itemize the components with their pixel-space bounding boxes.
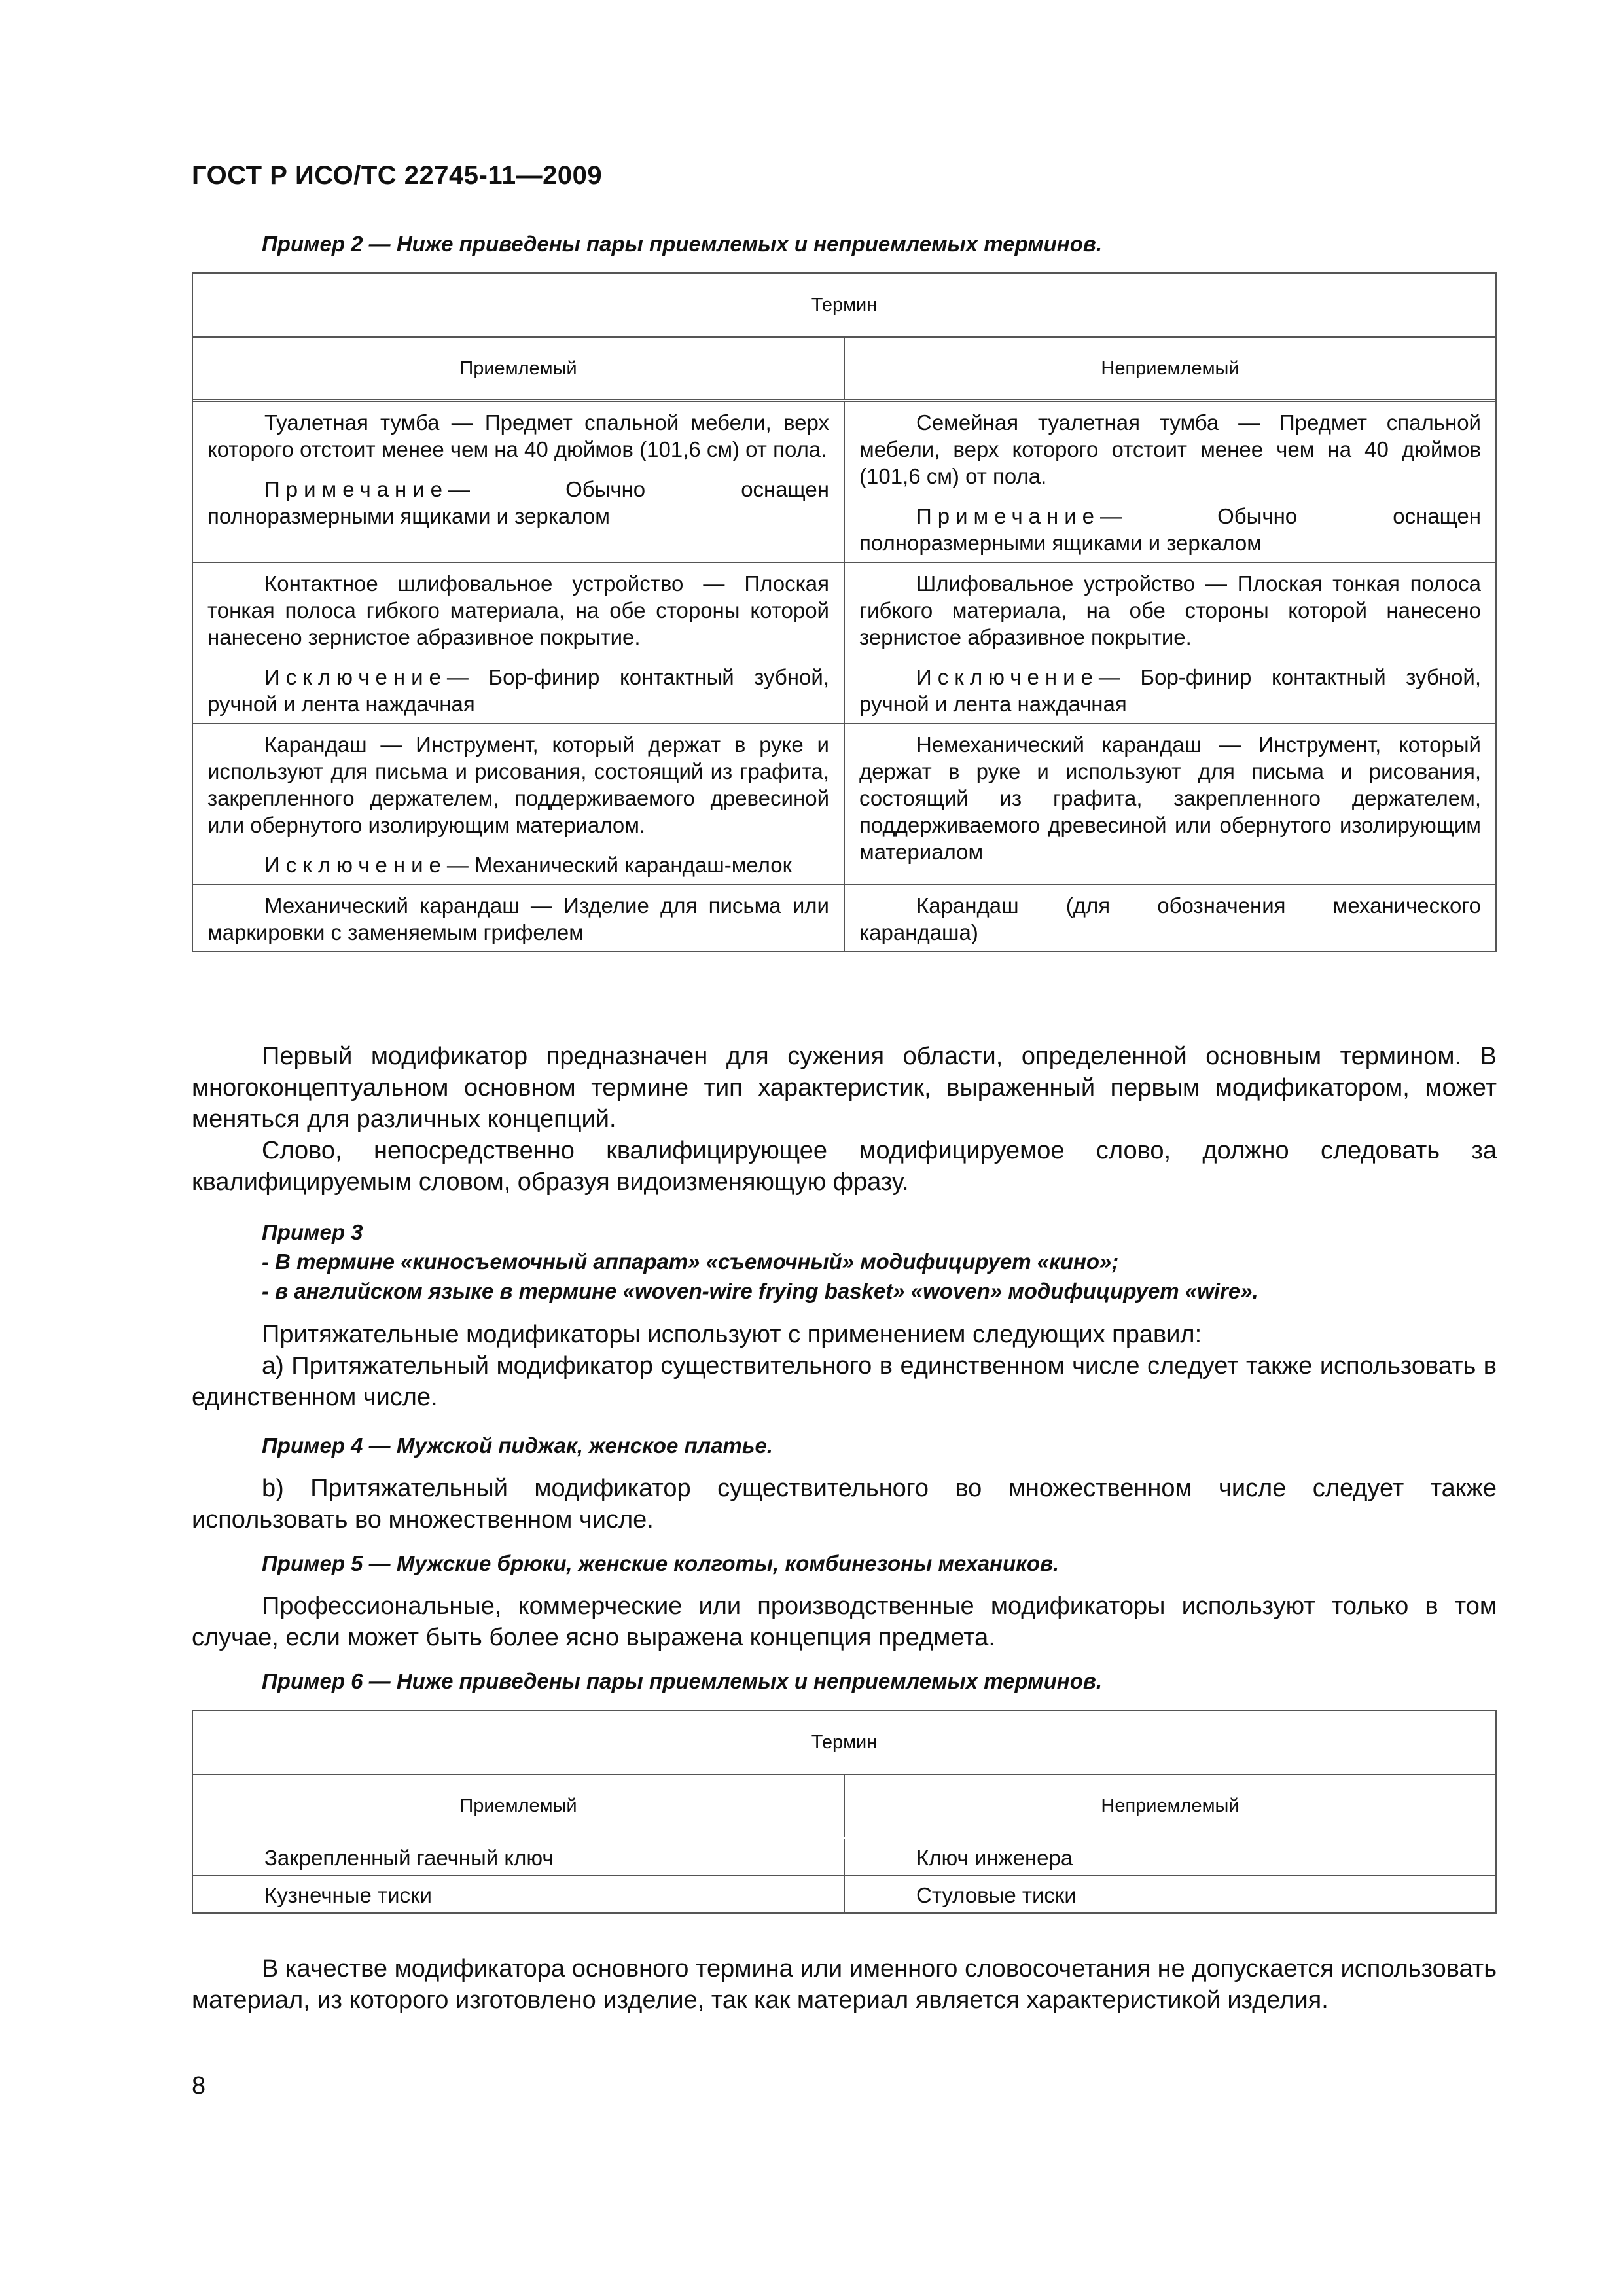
table-row xyxy=(193,562,1495,723)
term-definition: Немеханический карандаш — Инструмент, который держат в руке и используют для письма и рисования, состоящий из графита, закрепленного держателем, поддерживаемого древесиной или обернутого изолирующим материалом xyxy=(859,732,1481,864)
term-definition: Карандаш — Инструмент, который держат в руке и используют для письма и рисования, состоящий из графита, закрепленного держателем, поддерживаемого древесиной или обернутого изолирующим материалом. xyxy=(207,732,829,837)
term-definition: Карандаш (для обозначения механического карандаша) xyxy=(859,893,1481,944)
note-text: — Обычно оснащен полноразмерными ящиками и зеркалом xyxy=(859,504,1481,555)
table-cell-unacceptable xyxy=(844,1839,1495,1875)
body-paragraphs-1 xyxy=(192,1041,1497,1198)
term-definition: Туалетная тумба — Предмет спальной мебели, верх которого отстоит менее чем на 40 дюймов (101,6 см) от пола. xyxy=(207,410,829,461)
table-cell-acceptable xyxy=(193,563,844,723)
document-header: ГОСТ Р ИСО/ТС 22745-11—2009 xyxy=(192,161,603,190)
body-paragraphs-3 xyxy=(192,1473,1497,1535)
paragraph: Профессиональные, коммерческие или производственные модификаторы используют только в том случае, если может быть более ясно выражена концепция предмета. xyxy=(192,1592,1497,1651)
table-cell-acceptable xyxy=(193,1876,844,1912)
note-text: — Бор-финир контактный зубной, ручной и лента наждачная xyxy=(207,665,829,716)
table-cell-acceptable xyxy=(193,402,844,562)
table-row xyxy=(193,402,1495,562)
terms-table-2 xyxy=(192,1710,1497,1914)
term-definition: Контактное шлифовальное устройство — Плоская тонкая полоса гибкого материала, на обе стороны которой нанесено зернистое абразивное покрытие. xyxy=(207,571,829,649)
body-paragraphs-5 xyxy=(192,1953,1497,2016)
example-3-title: Пример 3 xyxy=(262,1220,363,1244)
example-2-title: Пример 2 — Ниже приведены пары приемлемых и неприемлемых терминов. xyxy=(262,232,1102,256)
table-2-header-term: Термин xyxy=(193,1711,1495,1775)
table-row xyxy=(193,1875,1495,1912)
term-note xyxy=(859,664,1481,717)
note-label: Исключение xyxy=(916,665,1099,689)
body-paragraphs-2 xyxy=(192,1319,1497,1413)
note-text: — Обычно оснащен полноразмерными ящиками и зеркалом xyxy=(207,477,829,528)
table-2-header-acceptable: Приемлемый xyxy=(459,1795,577,1816)
note-label: Примечание xyxy=(264,477,449,501)
note-label: Исключение xyxy=(264,853,447,877)
table-2-subheader xyxy=(193,1775,1495,1839)
table-cell-unacceptable xyxy=(844,885,1495,951)
table-1-header-acceptable: Приемлемый xyxy=(459,357,577,379)
term-note xyxy=(207,852,829,878)
term-note xyxy=(207,476,829,529)
example-3-line: - В термине «киносъемочный аппарат» «съемочный» модифицирует «кино»; xyxy=(262,1249,1119,1274)
term-note xyxy=(859,503,1481,556)
table-cell-unacceptable xyxy=(844,402,1495,562)
example-5-title: Пример 5 — Мужские брюки, женские колготы, комбинезоны механиков. xyxy=(262,1551,1060,1575)
term-note xyxy=(207,664,829,717)
term-definition: Шлифовальное устройство — Плоская тонкая полоса гибкого материала, на обе стороны которой нанесено зернистое абразивное покрытие. xyxy=(859,571,1481,649)
paragraph: В качестве модификатора основного термина или именного словосочетания не допускается использовать материал, из которого изготовлено изделие, так как материал является характеристикой изделия. xyxy=(192,1955,1497,2014)
term: Стуловые тиски xyxy=(916,1883,1077,1907)
term: Кузнечные тиски xyxy=(264,1883,432,1907)
page-number: 8 xyxy=(192,2072,206,2100)
example-4-title: Пример 4 — Мужской пиджак, женское платье. xyxy=(262,1433,774,1458)
note-text: — Механический карандаш-мелок xyxy=(446,853,793,877)
table-cell-unacceptable xyxy=(844,724,1495,884)
table-cell-acceptable xyxy=(193,1839,844,1875)
paragraph: a) Притяжательный модификатор существительного в единственном числе следует также использовать в единственном числе. xyxy=(192,1352,1497,1411)
term-definition: Семейная туалетная тумба — Предмет спальной мебели, верх которого отстоит менее чем на 40 дюймов (101,6 см) от пола. xyxy=(859,410,1481,488)
table-1-subheader xyxy=(193,338,1495,402)
term: Закрепленный гаечный ключ xyxy=(264,1846,554,1870)
table-cell-acceptable xyxy=(193,724,844,884)
table-2-header-unacceptable: Неприемлемый xyxy=(844,1775,1495,1837)
table-row xyxy=(193,723,1495,884)
table-row xyxy=(193,1839,1495,1875)
table-row xyxy=(193,884,1495,951)
paragraph: b) Притяжательный модификатор существительного во множественном числе следует также использовать во множественном числе. xyxy=(192,1475,1497,1534)
example-3-block xyxy=(262,1217,1258,1306)
table-cell-unacceptable xyxy=(844,563,1495,723)
example-3-line: - в английском языке в термине «woven-wire frying basket» «woven» модифицирует «wire». xyxy=(262,1279,1258,1303)
example-6-title: Пример 6 — Ниже приведены пары приемлемых и неприемлемых терминов. xyxy=(262,1669,1102,1693)
paragraph: Первый модификатор предназначен для сужения области, определенной основным термином. В многоконцептуальном основном термине тип характеристик, выраженный первым модификатором, может меняться для различных концепций. xyxy=(192,1043,1497,1133)
term: Ключ инженера xyxy=(916,1846,1073,1870)
body-paragraphs-4 xyxy=(192,1590,1497,1653)
table-1-header-unacceptable: Неприемлемый xyxy=(844,338,1495,399)
terms-table-1 xyxy=(192,272,1497,952)
note-text: — Бор-финир контактный зубной, ручной и лента наждачная xyxy=(859,665,1481,716)
table-cell-unacceptable xyxy=(844,1876,1495,1912)
note-label: Примечание xyxy=(916,504,1101,528)
table-1-header-term: Термин xyxy=(193,274,1495,338)
paragraph: Слово, непосредственно квалифицирующее модифицируемое слово, должно следовать за квалифицируемым словом, образуя видоизменяющую фразу. xyxy=(192,1137,1497,1196)
term-definition: Механический карандаш — Изделие для письма или маркировки с заменяемым грифелем xyxy=(207,893,829,944)
note-label: Исключение xyxy=(264,665,447,689)
paragraph: Притяжательные модификаторы используют с применением следующих правил: xyxy=(262,1321,1202,1348)
table-cell-acceptable xyxy=(193,885,844,951)
